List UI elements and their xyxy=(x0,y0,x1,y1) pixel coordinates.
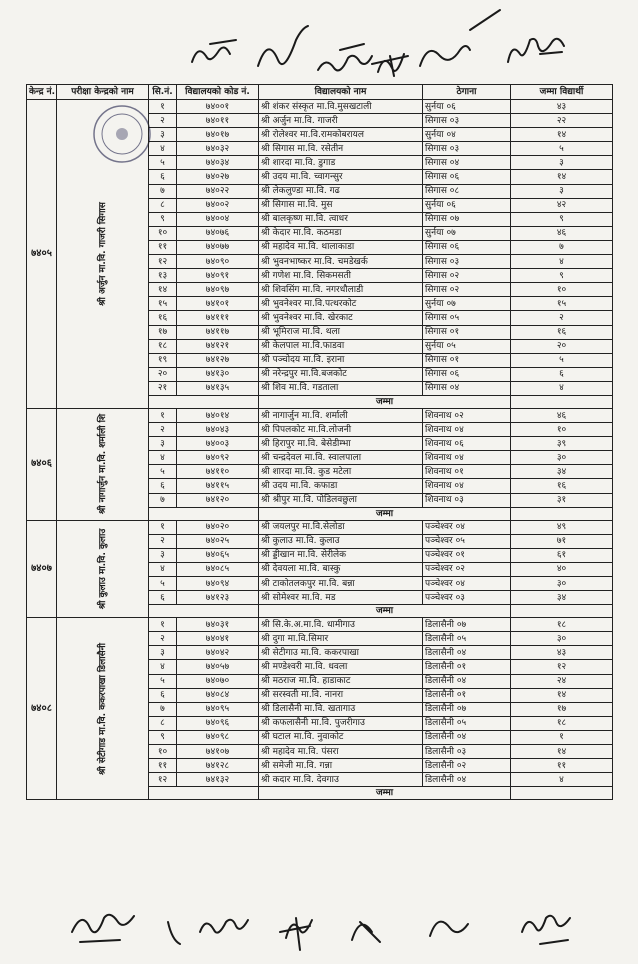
row-students: १६ xyxy=(511,479,613,493)
centre-name-text: श्री सेटीगाड मा.वि. ककरपाखा डिलासैनी xyxy=(97,642,108,775)
centre-name xyxy=(57,100,149,409)
row-students: ९ xyxy=(511,212,613,226)
row-school-code: ७४१२७ xyxy=(177,353,259,367)
row-address: डिलासैनी ०४ xyxy=(423,773,511,787)
row-address: डिलासैनी ०४ xyxy=(423,730,511,744)
header-address: ठेगाना xyxy=(423,85,511,100)
row-school-name: श्री पिपलकोट मा.वि.लोजनी xyxy=(259,423,423,437)
row-address: सिगास ०६ xyxy=(423,367,511,381)
row-school-name: श्री केदार मा.वि. कठमडा xyxy=(259,226,423,240)
row-school-code: ७४१२३ xyxy=(177,591,259,605)
centre-code: ७४०८ xyxy=(27,618,57,800)
bottom-signatures xyxy=(0,892,638,960)
row-students: ४२ xyxy=(511,198,613,212)
row-sn: १२ xyxy=(149,255,177,269)
row-sn: ३ xyxy=(149,437,177,451)
row-address: शिवनाथ ०४ xyxy=(423,423,511,437)
row-sn: ६ xyxy=(149,688,177,702)
row-students: ३९ xyxy=(511,437,613,451)
row-sn: ८ xyxy=(149,198,177,212)
row-students: १८ xyxy=(511,618,613,632)
row-school-name: श्री शिव मा.वि. गडताला xyxy=(259,381,423,395)
row-school-code: ७४०११ xyxy=(177,114,259,128)
row-address: सिगास ०८ xyxy=(423,184,511,198)
total-label: जम्मा xyxy=(259,605,511,618)
row-school-code: ७४०१७ xyxy=(177,128,259,142)
total-label: जम्मा xyxy=(259,787,511,800)
row-students: ४६ xyxy=(511,408,613,422)
row-school-code: ७४०७० xyxy=(177,674,259,688)
row-students: ५ xyxy=(511,142,613,156)
row-address: सिगास ०५ xyxy=(423,311,511,325)
row-students: ११ xyxy=(511,759,613,773)
header-centre-name: परीक्षा केन्द्रको नाम xyxy=(57,85,149,100)
row-school-name: श्री शिवसिंग मा.वि. नगरधौलाडी xyxy=(259,283,423,297)
row-sn: ५ xyxy=(149,465,177,479)
top-signatures xyxy=(0,0,638,80)
row-school-name: श्री उदय मा.वि. कफाडा xyxy=(259,479,423,493)
row-students: १२ xyxy=(511,660,613,674)
centre-name-text: श्री अर्जुन मा.वि. गाजरी सिगास xyxy=(97,202,108,306)
row-school-code: ७४००३ xyxy=(177,437,259,451)
row-school-code: ७४०४३ xyxy=(177,423,259,437)
row-students: ९ xyxy=(511,269,613,283)
row-school-name: श्री लेकलुण्डा मा.वि. गढ xyxy=(259,184,423,198)
row-sn: ९ xyxy=(149,212,177,226)
row-school-code: ७४०८४ xyxy=(177,688,259,702)
row-students: २४ xyxy=(511,674,613,688)
row-sn: १ xyxy=(149,100,177,114)
row-sn: ८ xyxy=(149,716,177,730)
row-students: १४ xyxy=(511,170,613,184)
row-students: १० xyxy=(511,423,613,437)
row-school-code: ७४११५ xyxy=(177,479,259,493)
centre-name-text: श्री नागार्जुन मा.वि. शर्माली शि xyxy=(97,414,108,515)
header-school-name: विद्यालयको नाम xyxy=(259,85,423,100)
row-school-code: ७४१११ xyxy=(177,311,259,325)
row-address: पञ्चेश्वर ०३ xyxy=(423,591,511,605)
row-school-name: श्री गणेश मा.वि. सिकमसती xyxy=(259,269,423,283)
row-students: ३ xyxy=(511,184,613,198)
row-students: ४ xyxy=(511,381,613,395)
row-school-code: ७४०९१ xyxy=(177,269,259,283)
row-sn: ४ xyxy=(149,451,177,465)
row-students: ३१ xyxy=(511,493,613,507)
row-sn: ४ xyxy=(149,562,177,576)
total-label: जम्मा xyxy=(259,507,511,520)
row-address: सुर्नया ०६ xyxy=(423,100,511,114)
row-school-code: ७४०५७ xyxy=(177,660,259,674)
row-sn: १ xyxy=(149,408,177,422)
centre-code: ७४०५ xyxy=(27,100,57,409)
centre-code: ७४०७ xyxy=(27,520,57,618)
row-students: ४ xyxy=(511,255,613,269)
row-students: ३ xyxy=(511,156,613,170)
row-sn: १० xyxy=(149,226,177,240)
row-sn: ११ xyxy=(149,759,177,773)
row-students: ४३ xyxy=(511,100,613,114)
row-school-name: श्री शंकर संस्कृत मा.वि.मुसखटाली xyxy=(259,100,423,114)
row-school-code: ७४०९६ xyxy=(177,716,259,730)
row-school-name: श्री अर्जुन मा.वि. गाजरी xyxy=(259,114,423,128)
row-school-code: ७४११७ xyxy=(177,325,259,339)
row-students: १४ xyxy=(511,745,613,759)
row-students: ५ xyxy=(511,353,613,367)
row-school-code: ७४०२७ xyxy=(177,170,259,184)
row-sn: ४ xyxy=(149,142,177,156)
row-address: डिलासैनी ०४ xyxy=(423,674,511,688)
row-school-code: ७४०२२ xyxy=(177,184,259,198)
row-school-name: श्री कदार मा.वि. देवगाउ xyxy=(259,773,423,787)
total-spacer xyxy=(149,787,259,800)
row-address: सुर्नया ०७ xyxy=(423,297,511,311)
row-address: सुर्नया ०७ xyxy=(423,226,511,240)
row-school-code: ७४००२ xyxy=(177,198,259,212)
row-sn: १ xyxy=(149,618,177,632)
total-label: जम्मा xyxy=(259,395,511,408)
row-students: ४ xyxy=(511,773,613,787)
row-address: सिगास ०२ xyxy=(423,269,511,283)
row-school-code: ७४०२५ xyxy=(177,534,259,548)
row-address: डिलासैनी ०७ xyxy=(423,618,511,632)
row-address: सिगास ०७ xyxy=(423,212,511,226)
row-students: ७ xyxy=(511,240,613,254)
row-school-code: ७४१३० xyxy=(177,367,259,381)
row-students: २२ xyxy=(511,114,613,128)
row-sn: ६ xyxy=(149,479,177,493)
total-spacer xyxy=(511,787,613,800)
row-school-code: ७४०९२ xyxy=(177,451,259,465)
row-address: शिवनाथ ०४ xyxy=(423,479,511,493)
row-school-name: श्री भुवनेश्वर मा.वि. खेरकाट xyxy=(259,311,423,325)
row-students: १८ xyxy=(511,716,613,730)
row-school-code: ७४०९७ xyxy=(177,283,259,297)
row-address: डिलासैनी ०४ xyxy=(423,646,511,660)
row-school-code: ७४१३५ xyxy=(177,381,259,395)
row-school-name: श्री सि.के.अ.मा.वि. धामीगाउ xyxy=(259,618,423,632)
row-students: १६ xyxy=(511,325,613,339)
header-centre-no: केन्द्र नं. xyxy=(27,85,57,100)
row-address: सिगास ०३ xyxy=(423,142,511,156)
row-school-code: ७४०७६ xyxy=(177,226,259,240)
row-school-code: ७४०९८ xyxy=(177,730,259,744)
row-students: ४० xyxy=(511,562,613,576)
row-school-code: ७४००१ xyxy=(177,100,259,114)
row-school-name: श्री दुगा मा.वि.सिमार xyxy=(259,632,423,646)
row-sn: ५ xyxy=(149,156,177,170)
row-school-name: श्री पञ्चोदय मा.वि. इराना xyxy=(259,353,423,367)
row-school-code: ७४१२८ xyxy=(177,759,259,773)
row-address: सिगास ०१ xyxy=(423,353,511,367)
row-school-name: श्री केलपाल मा.वि.फाडवा xyxy=(259,339,423,353)
row-school-name: श्री सरस्वती मा.वि. नानरा xyxy=(259,688,423,702)
row-school-code: ७४११० xyxy=(177,465,259,479)
row-school-name: श्री कुलाउ मा.वि. कुलाउ xyxy=(259,534,423,548)
row-school-code: ७४००४ xyxy=(177,212,259,226)
row-address: सिगास ०६ xyxy=(423,170,511,184)
total-spacer xyxy=(149,395,259,408)
row-sn: १९ xyxy=(149,353,177,367)
row-address: सिगास ०३ xyxy=(423,255,511,269)
row-sn: २० xyxy=(149,367,177,381)
row-address: सिगास ०६ xyxy=(423,240,511,254)
table-row xyxy=(27,520,613,534)
row-school-code: ७४१२१ xyxy=(177,339,259,353)
row-address: सिगास ०१ xyxy=(423,325,511,339)
row-school-name: श्री शारदा मा.वि. कुड मटेला xyxy=(259,465,423,479)
row-address: सिगास ०४ xyxy=(423,156,511,170)
row-school-code: ७४०९४ xyxy=(177,577,259,591)
row-sn: १५ xyxy=(149,297,177,311)
row-sn: १६ xyxy=(149,311,177,325)
row-students: ६१ xyxy=(511,548,613,562)
row-school-name: श्री सोमेश्वर मा.वि. मड xyxy=(259,591,423,605)
row-school-code: ७४०३४ xyxy=(177,156,259,170)
row-sn: ३ xyxy=(149,548,177,562)
row-address: शिवनाथ ०४ xyxy=(423,451,511,465)
row-school-code: ७४१०१ xyxy=(177,297,259,311)
row-sn: १४ xyxy=(149,283,177,297)
centre-name xyxy=(57,408,149,520)
row-school-name: श्री भुवनभाष्कर मा.वि. चमडेखर्क xyxy=(259,255,423,269)
row-students: १४ xyxy=(511,688,613,702)
row-school-name: श्री महादेव मा.वि. पंसरा xyxy=(259,745,423,759)
row-students: १४ xyxy=(511,128,613,142)
row-school-code: ७४०३१ xyxy=(177,618,259,632)
row-address: डिलासैनी ०१ xyxy=(423,688,511,702)
row-school-name: श्री हिरापुर मा.वि. बेसेडीम्भा xyxy=(259,437,423,451)
row-school-code: ७४०७७ xyxy=(177,240,259,254)
row-sn: ४ xyxy=(149,660,177,674)
row-sn: ७ xyxy=(149,184,177,198)
row-students: ३० xyxy=(511,632,613,646)
row-sn: ३ xyxy=(149,128,177,142)
row-school-name: श्री नरेन्द्रपुर मा.वि.बजकोट xyxy=(259,367,423,381)
row-school-name: श्री शारदा मा.वि. डुगाड xyxy=(259,156,423,170)
row-sn: ५ xyxy=(149,674,177,688)
row-students: १ xyxy=(511,730,613,744)
row-school-code: ७४०८५ xyxy=(177,562,259,576)
row-address: पञ्चेश्वर ०२ xyxy=(423,562,511,576)
row-school-code: ७४०३२ xyxy=(177,142,259,156)
row-students: ४३ xyxy=(511,646,613,660)
row-address: शिवनाथ ०६ xyxy=(423,437,511,451)
row-sn: २१ xyxy=(149,381,177,395)
row-school-name: श्री बालकृष्ण मा.वि. त्वाधर xyxy=(259,212,423,226)
row-sn: २ xyxy=(149,114,177,128)
row-school-code: ७४०९५ xyxy=(177,702,259,716)
row-students: १५ xyxy=(511,297,613,311)
row-school-code: ७४०१४ xyxy=(177,408,259,422)
row-address: सुर्नया ०५ xyxy=(423,339,511,353)
header-students: जम्मा विद्यार्थी xyxy=(511,85,613,100)
row-school-name: श्री मण्डेश्वरी मा.वि. धवला xyxy=(259,660,423,674)
signature-scribbles-bottom xyxy=(0,892,638,960)
row-school-name: श्री घटाल मा.वि. नुवाकोट xyxy=(259,730,423,744)
row-sn: २ xyxy=(149,632,177,646)
row-school-name: श्री श्रीपुर मा.वि. पोडिलवछुला xyxy=(259,493,423,507)
row-school-name: श्री महादेव मा.वि. थालाकाडा xyxy=(259,240,423,254)
row-address: डिलासैनी ०५ xyxy=(423,632,511,646)
row-students: ३० xyxy=(511,577,613,591)
table-row xyxy=(27,618,613,632)
row-students: १७ xyxy=(511,702,613,716)
row-sn: १० xyxy=(149,745,177,759)
row-school-name: श्री कफलासैनी मा.वि. पुजरीगाउ xyxy=(259,716,423,730)
table-row xyxy=(27,100,613,114)
exam-centre-table xyxy=(26,84,612,800)
row-students: ३४ xyxy=(511,591,613,605)
row-school-code: ७४१२० xyxy=(177,493,259,507)
row-sn: ६ xyxy=(149,170,177,184)
row-school-code: ७४०४२ xyxy=(177,646,259,660)
row-sn: ९ xyxy=(149,730,177,744)
row-address: पञ्चेश्वर ०४ xyxy=(423,577,511,591)
row-sn: ६ xyxy=(149,591,177,605)
row-school-name: श्री समेजी मा.वि. गन्ना xyxy=(259,759,423,773)
row-students: ७१ xyxy=(511,534,613,548)
row-school-name: श्री भुवनेश्वर मा.वि.पत्थरकोट xyxy=(259,297,423,311)
row-students: ६ xyxy=(511,367,613,381)
row-school-name: श्री टाकोतलकपुर मा.वि. बन्ना xyxy=(259,577,423,591)
row-sn: १७ xyxy=(149,325,177,339)
row-sn: ५ xyxy=(149,577,177,591)
row-address: पञ्चेश्वर ०४ xyxy=(423,520,511,534)
row-address: डिलासैनी ०५ xyxy=(423,716,511,730)
row-school-name: श्री देवयला मा.वि. बास्कु xyxy=(259,562,423,576)
row-students: २ xyxy=(511,311,613,325)
row-school-name: श्री सिगास मा.वि. मुस xyxy=(259,198,423,212)
row-school-code: ७४०९० xyxy=(177,255,259,269)
header-sn: सि.नं. xyxy=(149,85,177,100)
table-body xyxy=(27,100,613,800)
total-spacer xyxy=(511,507,613,520)
row-students: ३४ xyxy=(511,465,613,479)
row-sn: १२ xyxy=(149,773,177,787)
row-address: शिवनाथ ०१ xyxy=(423,465,511,479)
row-sn: २ xyxy=(149,423,177,437)
row-school-code: ७४०२० xyxy=(177,520,259,534)
row-address: सिगास ०३ xyxy=(423,114,511,128)
row-students: ४६ xyxy=(511,226,613,240)
row-students: १० xyxy=(511,283,613,297)
header-row xyxy=(27,85,613,100)
row-address: डिलासैनी ०१ xyxy=(423,660,511,674)
row-school-name: श्री सेटीगाउ मा.वि. ककरपाखा xyxy=(259,646,423,660)
row-school-code: ७४१०७ xyxy=(177,745,259,759)
signature-scribbles-top xyxy=(0,0,638,80)
row-school-name: श्री मठराज मा.वि. हाडाकाट xyxy=(259,674,423,688)
centre-name xyxy=(57,520,149,618)
total-spacer xyxy=(511,605,613,618)
row-school-code: ७४१३२ xyxy=(177,773,259,787)
header-school-code: विद्यालयको कोड नं. xyxy=(177,85,259,100)
row-sn: ११ xyxy=(149,240,177,254)
row-sn: ७ xyxy=(149,493,177,507)
row-address: शिवनाथ ०३ xyxy=(423,493,511,507)
row-students: ४९ xyxy=(511,520,613,534)
row-address: पञ्चेश्वर ०१ xyxy=(423,548,511,562)
row-school-code: ७४०६५ xyxy=(177,548,259,562)
row-school-name: श्री जयलपुर मा.वि.सेलोडा xyxy=(259,520,423,534)
centre-name-text: श्री कुलाउ मा.वि. कुलाउ xyxy=(97,528,108,610)
row-school-name: श्री सिगास मा.वि. रसेतीन xyxy=(259,142,423,156)
row-school-name: श्री नागार्जुन मा.वि. शर्माली xyxy=(259,408,423,422)
row-school-name: श्री रोलेश्वर मा.वि.रामकोबरायल xyxy=(259,128,423,142)
row-address: सिगास ०४ xyxy=(423,381,511,395)
row-sn: १ xyxy=(149,520,177,534)
row-address: डिलासैनी ०३ xyxy=(423,745,511,759)
row-students: ३० xyxy=(511,451,613,465)
table-row xyxy=(27,408,613,422)
row-address: पञ्चेश्वर ०५ xyxy=(423,534,511,548)
row-address: शिवनाथ ०२ xyxy=(423,408,511,422)
row-address: डिलासैनी ०७ xyxy=(423,702,511,716)
row-address: डिलासैनी ०२ xyxy=(423,759,511,773)
row-school-name: श्री उदय मा.वि. च्वागन्सुर xyxy=(259,170,423,184)
centre-name xyxy=(57,618,149,800)
centre-code: ७४०६ xyxy=(27,408,57,520)
row-sn: २ xyxy=(149,534,177,548)
total-spacer xyxy=(149,507,259,520)
total-spacer xyxy=(149,605,259,618)
row-students: २० xyxy=(511,339,613,353)
row-school-name: श्री डिलासैनी मा.वि. खतागाउ xyxy=(259,702,423,716)
row-sn: ३ xyxy=(149,646,177,660)
row-address: सिगास ०२ xyxy=(423,283,511,297)
row-school-name: श्री चन्द्रदेवल मा.वि. स्वालपाला xyxy=(259,451,423,465)
row-school-name: श्री ड्डीखान मा.वि. सेरीलेक xyxy=(259,548,423,562)
row-school-code: ७४०४१ xyxy=(177,632,259,646)
row-sn: १३ xyxy=(149,269,177,283)
total-spacer xyxy=(511,395,613,408)
row-sn: ७ xyxy=(149,702,177,716)
row-address: सुर्नया ०४ xyxy=(423,128,511,142)
row-address: सुर्नया ०६ xyxy=(423,198,511,212)
row-school-name: श्री भूमिराज मा.वि. थला xyxy=(259,325,423,339)
row-sn: १८ xyxy=(149,339,177,353)
